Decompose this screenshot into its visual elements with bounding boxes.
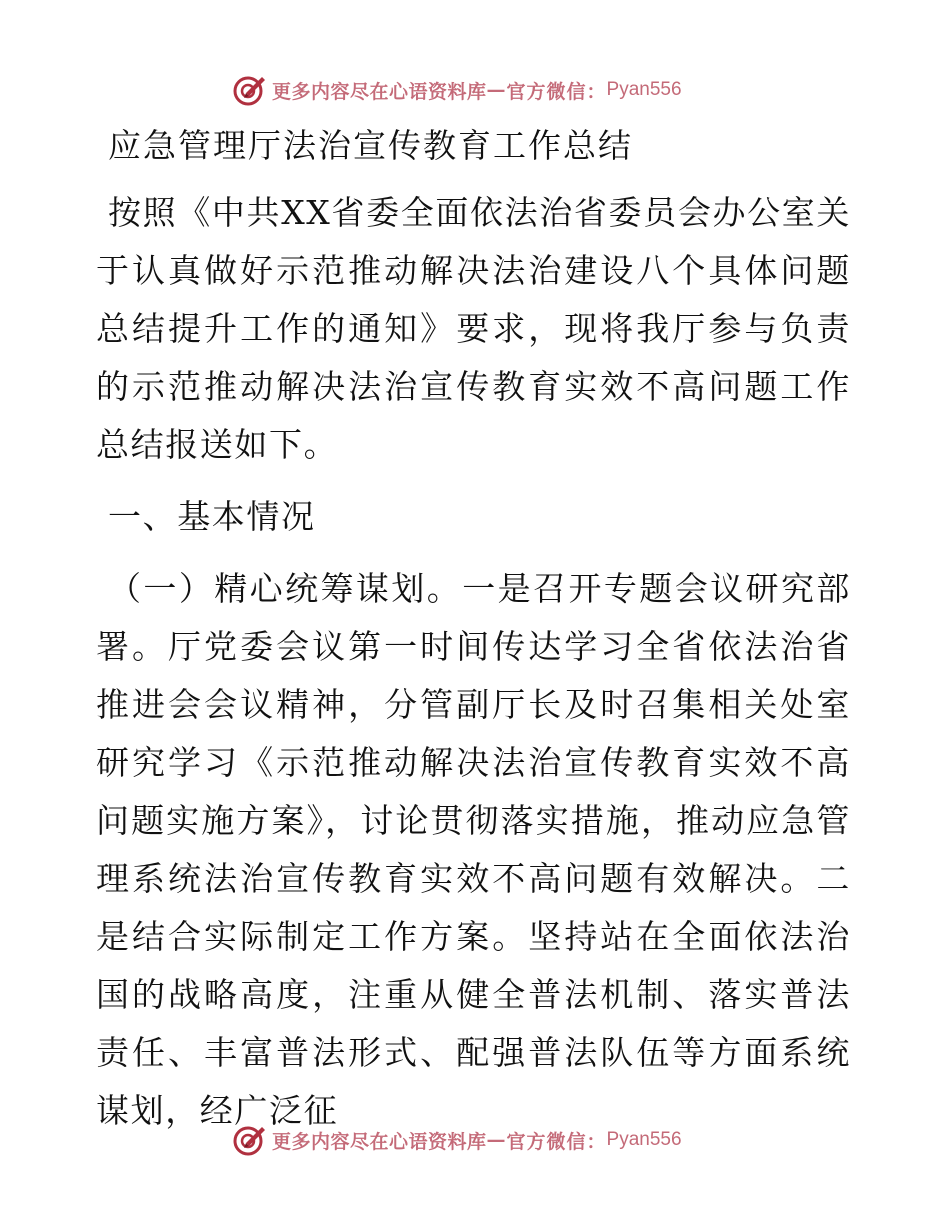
watermark-id: Pyan556 bbox=[606, 79, 682, 100]
section-paragraph: （一）精心统筹谋划。一是召开专题会议研究部署。厅党委会议第一时间传达学习全省依法治省推进会会议精神，分管副厅长及时召集相关处室研究学习《示范推动解决法治宣传教育实效不高问题实施方案》，讨论贯彻落实措施，推动应急管理系统法治宣传教育实效不高问题有效解决。二是结合实际制定工作方案。坚持站在全面依法治国的战略高度，注重从健全普法机制、落实普法责任、丰富普法形式、配强普法队伍等方面系统谋划，经广泛征 bbox=[96, 569, 851, 1130]
document-body bbox=[96, 124, 851, 1140]
watermark-text: 更多内容尽在心语资料库 bbox=[272, 80, 487, 103]
section-heading: 一、基本情况 bbox=[108, 497, 316, 536]
watermark-banner-bottom bbox=[232, 1122, 682, 1158]
watermark-text: 更多内容尽在心语资料库 bbox=[272, 1130, 487, 1153]
watermark-id: Pyan556 bbox=[606, 1129, 682, 1150]
watermark-official: 官方微信： bbox=[506, 80, 607, 103]
watermark-banner-top bbox=[232, 72, 682, 108]
document-title: 应急管理厅法治宣传教育工作总结 bbox=[108, 126, 633, 165]
watermark-official: 官方微信： bbox=[506, 1130, 607, 1153]
watermark-separator: — bbox=[486, 79, 507, 101]
pen-logo-icon bbox=[232, 73, 266, 107]
pen-logo-icon bbox=[232, 1123, 266, 1157]
intro-paragraph: 按照《中共XX省委全面依法治省委员会办公室关于认真做好示范推动解决法治建设八个具体问题总结提升工作的通知》要求，现将我厅参与负责的示范推动解决法治宣传教育实效不高问题工作总结报送如下。 bbox=[96, 193, 851, 464]
watermark-separator: — bbox=[486, 1129, 507, 1151]
